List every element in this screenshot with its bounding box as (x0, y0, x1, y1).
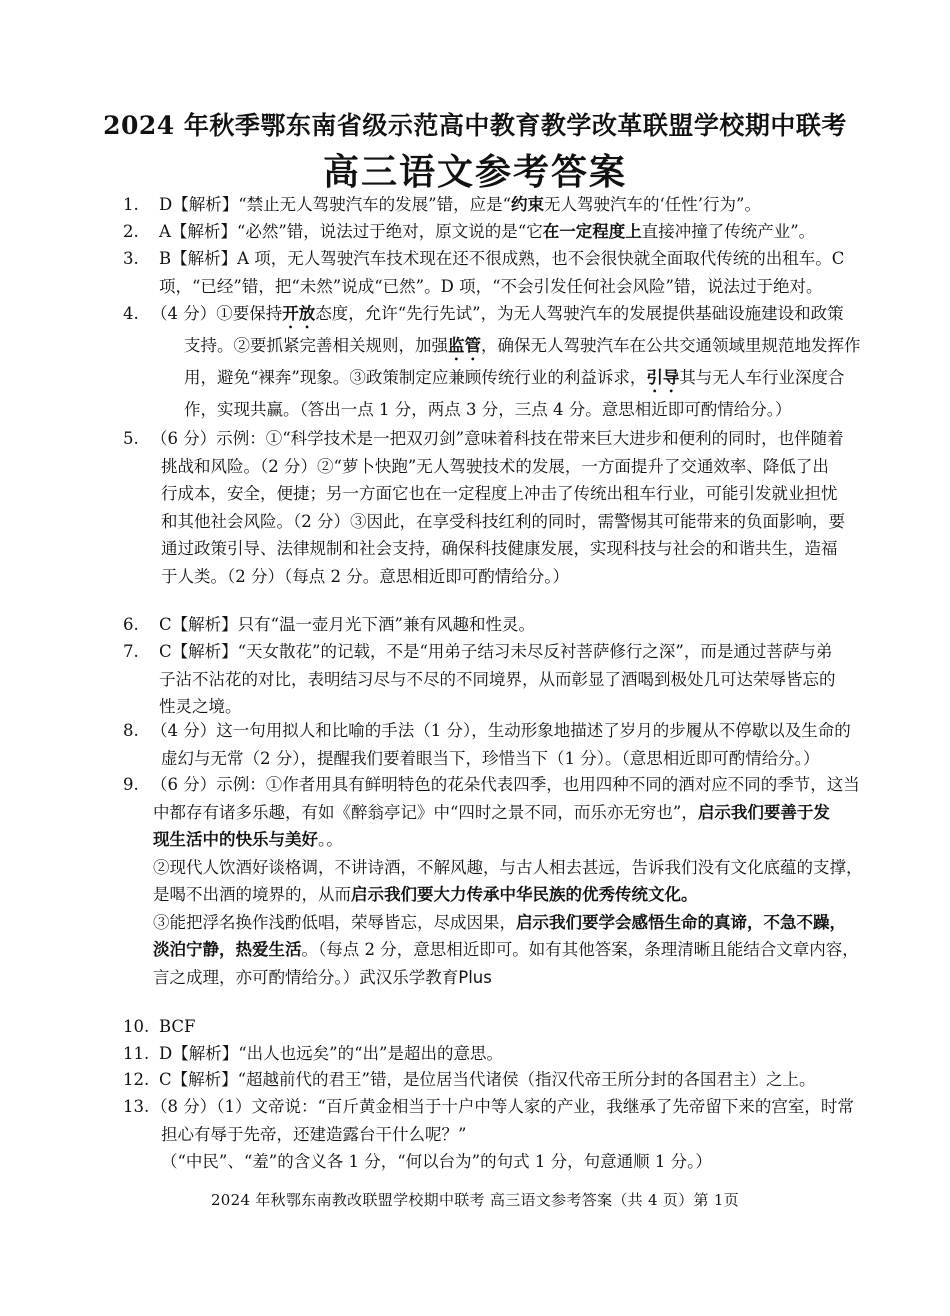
answer-item-10 (123, 1013, 913, 1041)
page-title: 高三语文参考答案 (322, 152, 627, 193)
answer-item-3 (123, 245, 913, 300)
item-line: BCF (159, 1017, 196, 1036)
text-segment: 。（每点 2 分，意思相近即可。如有其他答案，条理清晰且能结合文章内容， (301, 940, 859, 959)
answer-item-2 (123, 218, 913, 246)
item-line: 虚幻与无常（2 分），提醒我们要着眼当下，珍惜当下（1 分）。（意思相近即可酌情给分。） (161, 748, 820, 768)
text-segment: 用，避免“裸奔”现象。③政策制定应兼顾传统行业的利益诉求， (184, 368, 647, 387)
answer-item-12 (123, 1066, 913, 1094)
item-line: 和其他社会风险。（2 分）③因此，在享受科技红利的同时，需警惕其可能带来的负面影响，要 (161, 511, 845, 531)
text-segment: 中都存有诸多乐趣，有如《醉翁亭记》中“四时之景不同，而乐亦无穷也”， (153, 802, 698, 822)
item-number: 1. (123, 195, 139, 214)
item-line (153, 936, 913, 964)
item-line (153, 826, 913, 854)
item-line (184, 332, 913, 364)
text-segment: ③能把浮名换作浅酌低唱，荣辱皆忘，尽成因果， (153, 912, 516, 932)
item-number: 2. (123, 222, 139, 241)
item-line (153, 964, 913, 992)
answer-item-7 (123, 638, 913, 721)
item-text (159, 191, 913, 219)
keyword-text: 监管 (448, 336, 481, 355)
exam-title: 2024 年秋季鄂东南省级示范高中教育教学改革联盟学校期中联考 (103, 111, 847, 140)
text-segment: 是喝不出酒的境界的，从而 (153, 885, 351, 904)
item-line: 担心有辱于先帝，还建造露台干什么呢？” (161, 1124, 467, 1144)
text-segment: 态度，允许“先行先试”，为无人驾驶汽车的发展提供基础设施建设和政策 (315, 304, 844, 323)
item-line: D【解析】“出人也远矣”的“出”是超出的意思。 (159, 1044, 503, 1063)
item-line (153, 881, 913, 909)
answer-item-5 (123, 425, 913, 590)
page-footer: 2024 年秋鄂东南教改联盟学校期中联考 高三语文参考答案（共 4 页）第 1页 (210, 1191, 740, 1209)
text-segment: 支持。②要抓紧完善相关规则，加强 (184, 336, 448, 355)
item-line: 子沾不沾花的对比，表明结习尽与不尽的不同境界，从而彰显了酒喝到极处几可达荣辱皆忘的 (159, 669, 836, 689)
emphasis-text: 启示我们要善于发 (697, 802, 830, 822)
item-number: 7. (123, 642, 139, 661)
item-line: （“中民”、“羞”的含义各 1 分，“何以台为”的句式 1 分，句意通顺 1 分。） (161, 1152, 712, 1171)
answer-item-13 (123, 1093, 913, 1176)
item-line (153, 909, 913, 937)
keyword-text: 开放 (282, 304, 316, 323)
item-line: C【解析】只有“温一壶月光下酒”兼有风趣和性灵。 (159, 615, 535, 634)
item-number: 9. (123, 775, 139, 794)
answer-item-6 (123, 611, 913, 639)
emphasis-text: 在一定程度上 (542, 222, 642, 241)
item-line: ②现代人饮酒好谈格调，不讲诗酒，不解风趣，与古人相去甚远，告诉我们没有文化底蕴的支撑， (153, 857, 863, 877)
answer-item-1 (123, 191, 913, 219)
text-segment: 其与无人车行业深度合 (679, 368, 845, 387)
text-segment: 无人驾驶汽车的‘任性’行为”。 (544, 195, 761, 214)
item-number: 6. (123, 615, 139, 634)
item-number: 3. (123, 249, 139, 268)
item-line: 作，实现共赢。（答出一点 1 分，两点 3 分，三点 4 分。意思相近即可酌情给分。） (184, 400, 792, 419)
emphasis-text: 启示我们要大力传承中华民族的优秀传统文化。 (351, 885, 698, 904)
text-segment: ，确保无人驾驶汽车在公共交通领域里规范地发挥作 (481, 336, 861, 355)
item-line: C【解析】“天女散花”的记载，不是“用弟子结习未尽反衬菩萨修行之深”，而是通过菩萨与弟 (159, 642, 833, 661)
text-segment: 言之成理，亦可酌情给分。）武汉乐学教育 (153, 967, 459, 987)
item-line: 通过政策引导、法律规制和社会支持，确保科技健康发展，实现科技与社会的和谐共生，造福 (161, 539, 838, 558)
answer-item-9 (123, 771, 913, 991)
answer-item-4 (123, 300, 913, 424)
text-segment: A【解析】“必然”错，说法过于绝对，原文说的是“它 (159, 222, 543, 241)
item-number: 12. (123, 1070, 150, 1089)
item-line: C【解析】“超越前代的君王”错，是位居当代诸侯（指汉代帝王所分封的各国君主）之上。 (159, 1070, 816, 1089)
item-line: （8 分）（1）文帝说：“百斤黄金相当于十户中等人家的产业，我继承了先帝留下来的宫室，时常 (151, 1097, 854, 1116)
watermark-text: Plus (458, 967, 492, 987)
emphasis-text: 启示我们要学会感悟生命的真谛，不急不躁， (516, 912, 846, 932)
answer-item-11 (123, 1040, 913, 1068)
item-line: 于人类。（2 分）（每点 2 分。意思相近即可酌情给分。） (161, 566, 569, 586)
item-line (184, 364, 913, 396)
emphasis-text: 约束 (511, 195, 545, 214)
item-number: 10. (123, 1017, 150, 1036)
answer-item-8 (123, 717, 913, 772)
emphasis-text: 淡泊宁静，热爱生活 (153, 940, 302, 959)
item-line: 行成本，安全，便捷；另一方面它也在一定程度上冲击了传统出租车行业，可能引发就业担忧 (161, 484, 838, 503)
keyword-text: 引导 (646, 368, 680, 387)
item-number: 4. (123, 304, 139, 323)
text-segment: 直接冲撞了传统产业”。 (641, 222, 816, 241)
item-line: 性灵之境。 (159, 697, 242, 716)
item-line: 挑战和风险。（2 分）②“萝卜快跑”无人驾驶技术的发展，一方面提升了交通效率、降低了出 (161, 456, 829, 476)
item-line: B【解析】A 项，无人驾驶汽车技术现在还不很成熟，也不会很快就全面取代传统的出租车。C (159, 249, 845, 268)
text-segment: 。。 (318, 830, 343, 849)
item-line: 项，“已经”错，把“未然”说成“已然”。D 项，“不会引发任何社会风险”错，说法过于绝对。 (159, 276, 823, 296)
item-number: 5. (123, 429, 139, 448)
item-line (151, 300, 913, 332)
item-number: 8. (123, 721, 139, 740)
item-number: 13. (123, 1097, 150, 1116)
item-line (153, 799, 913, 827)
item-number: 11. (123, 1044, 150, 1063)
emphasis-text: 现生活中的快乐与美好 (153, 830, 318, 849)
item-line: （6 分）示例：①作者用具有鲜明特色的花朵代表四季，也用四种不同的酒对应不同的季节，这当 (151, 775, 860, 794)
item-line: （4 分）这一句用拟人和比喻的手法（1 分），生动形象地描述了岁月的步履从不停歇以及生命的 (151, 721, 851, 740)
text-segment: D【解析】“禁止无人驾驶汽车的发展”错，应是“ (159, 195, 512, 214)
item-text (159, 218, 913, 246)
text-segment: （4 分）①要保持 (151, 304, 283, 323)
item-line: （6 分）示例：①“科学技术是一把双刃剑”意味着科技在带来巨大进步和便利的同时，也伴随着 (151, 429, 844, 448)
